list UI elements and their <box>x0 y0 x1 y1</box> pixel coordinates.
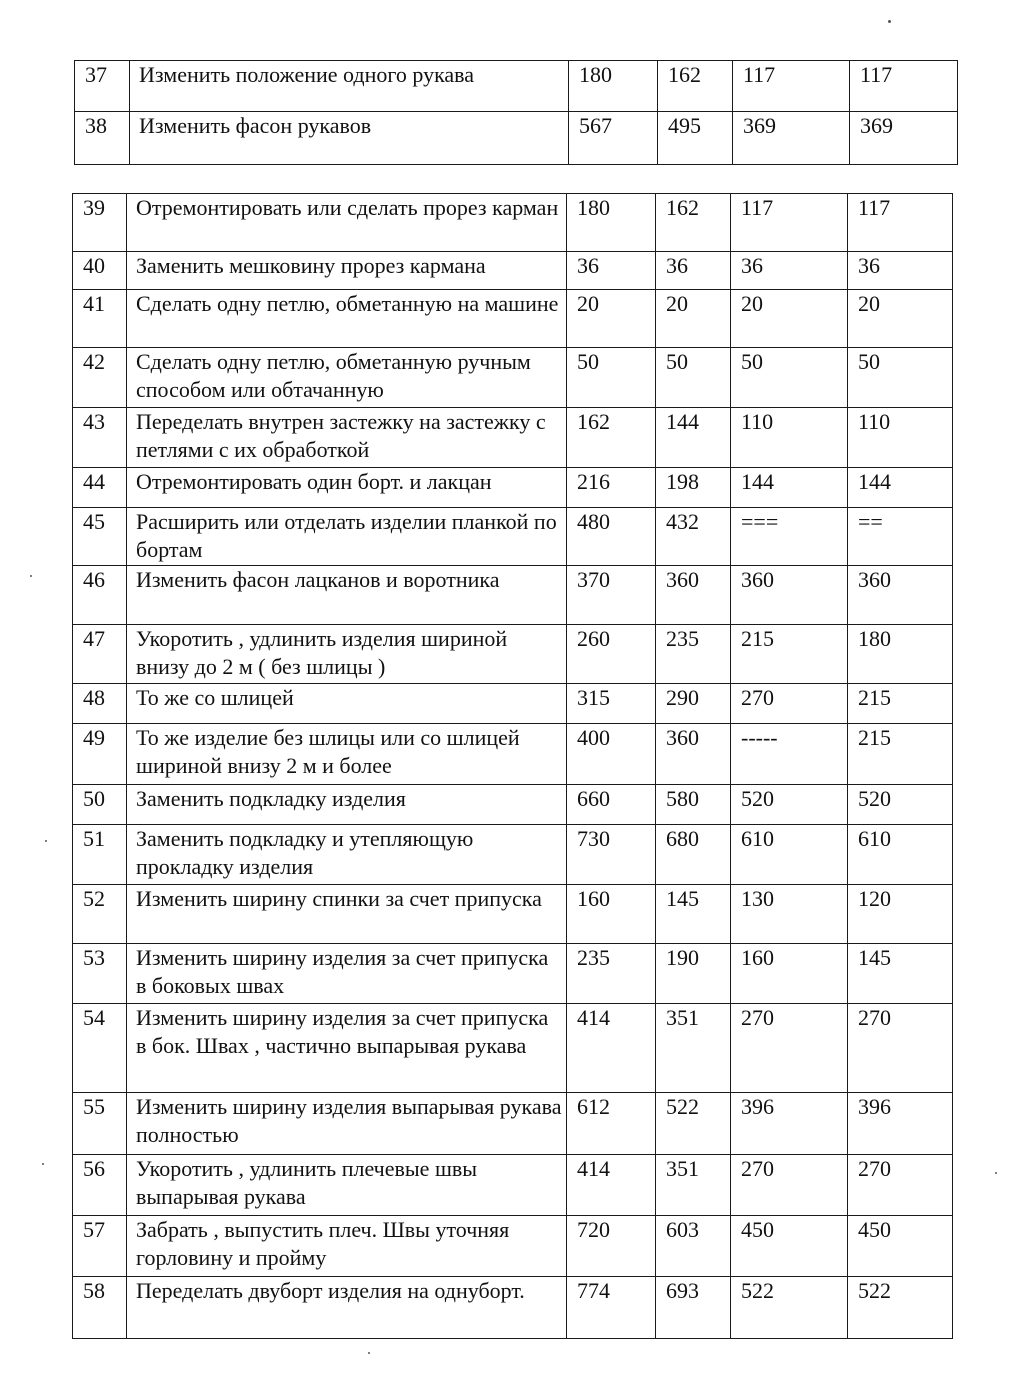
price-col-4: 20 <box>848 290 953 348</box>
price-col-2: 50 <box>656 348 731 408</box>
price-table-main <box>72 193 953 1339</box>
table-row <box>73 625 953 684</box>
table-row <box>75 112 958 165</box>
price-col-4: == <box>848 508 953 566</box>
service-description: Сделать одну петлю, обметанную ручным способом или обтачанную <box>127 348 567 408</box>
price-col-4: 144 <box>848 468 953 508</box>
row-number: 57 <box>73 1216 127 1277</box>
price-col-3: 610 <box>731 825 848 885</box>
price-table-main-body <box>73 194 953 1339</box>
price-col-3: 36 <box>731 252 848 290</box>
scan-speck <box>888 20 891 23</box>
row-number: 37 <box>75 61 130 112</box>
price-col-3: 117 <box>733 61 850 112</box>
row-number: 39 <box>73 194 127 252</box>
price-col-3: 270 <box>731 684 848 724</box>
price-col-4: 117 <box>850 61 958 112</box>
price-col-4: 270 <box>848 1004 953 1093</box>
table-row <box>73 1277 953 1339</box>
table-row <box>73 1004 953 1093</box>
price-col-4: 520 <box>848 785 953 825</box>
price-col-3: 50 <box>731 348 848 408</box>
price-col-1: 774 <box>567 1277 656 1339</box>
price-col-1: 480 <box>567 508 656 566</box>
table-row <box>73 724 953 785</box>
price-col-4: 450 <box>848 1216 953 1277</box>
price-col-4: 522 <box>848 1277 953 1339</box>
service-description: Изменить фасон рукавов <box>130 112 569 165</box>
service-description: То же со шлицей <box>127 684 567 724</box>
row-number: 47 <box>73 625 127 684</box>
price-col-3: ----- <box>731 724 848 785</box>
price-col-4: 215 <box>848 724 953 785</box>
table-row <box>73 252 953 290</box>
price-col-1: 20 <box>567 290 656 348</box>
service-description: Укоротить , удлинить плечевые швы выпарывая рукава <box>127 1155 567 1216</box>
row-number: 46 <box>73 566 127 625</box>
table-row <box>73 194 953 252</box>
row-number: 38 <box>75 112 130 165</box>
service-description: Изменить фасон лацканов и воротника <box>127 566 567 625</box>
price-col-3: 144 <box>731 468 848 508</box>
service-description: Заменить подкладку и утепляющую прокладку изделия <box>127 825 567 885</box>
price-col-3: 110 <box>731 408 848 468</box>
price-col-3: 215 <box>731 625 848 684</box>
price-col-1: 36 <box>567 252 656 290</box>
service-description: Изменить ширину изделия за счет припуска в бок. Швах , частично выпарывая рукава <box>127 1004 567 1093</box>
table-row <box>73 825 953 885</box>
scan-speck <box>42 1163 44 1165</box>
scan-speck <box>368 1352 370 1354</box>
row-number: 52 <box>73 885 127 944</box>
row-number: 43 <box>73 408 127 468</box>
price-col-1: 235 <box>567 944 656 1004</box>
price-table-top <box>74 60 958 165</box>
service-description: Изменить ширину спинки за счет припуска <box>127 885 567 944</box>
table-row <box>73 1155 953 1216</box>
price-col-2: 290 <box>656 684 731 724</box>
price-table-top-body <box>75 61 958 165</box>
price-col-3: 270 <box>731 1004 848 1093</box>
price-col-2: 351 <box>656 1155 731 1216</box>
price-col-2: 680 <box>656 825 731 885</box>
price-col-4: 270 <box>848 1155 953 1216</box>
price-col-2: 360 <box>656 724 731 785</box>
table-row <box>73 348 953 408</box>
row-number: 45 <box>73 508 127 566</box>
service-description: Переделать внутрен застежку на застежку с петлями с их обработкой <box>127 408 567 468</box>
service-description: То же изделие без шлицы или со шлицей шириной внизу 2 м и более <box>127 724 567 785</box>
price-col-3: 450 <box>731 1216 848 1277</box>
price-col-2: 162 <box>656 194 731 252</box>
price-col-2: 162 <box>658 61 733 112</box>
row-number: 44 <box>73 468 127 508</box>
price-col-3: 522 <box>731 1277 848 1339</box>
price-col-2: 351 <box>656 1004 731 1093</box>
table-row <box>73 290 953 348</box>
price-col-2: 235 <box>656 625 731 684</box>
row-number: 50 <box>73 785 127 825</box>
price-col-3: 20 <box>731 290 848 348</box>
price-col-3: 130 <box>731 885 848 944</box>
price-col-3: 520 <box>731 785 848 825</box>
price-col-2: 190 <box>656 944 731 1004</box>
table-row <box>73 508 953 566</box>
price-col-4: 396 <box>848 1093 953 1155</box>
price-col-1: 720 <box>567 1216 656 1277</box>
price-col-4: 180 <box>848 625 953 684</box>
price-col-4: 369 <box>850 112 958 165</box>
row-number: 53 <box>73 944 127 1004</box>
service-description: Забрать , выпустить плеч. Швы уточняя горловину и пройму <box>127 1216 567 1277</box>
price-col-1: 612 <box>567 1093 656 1155</box>
price-col-3: 117 <box>731 194 848 252</box>
price-col-1: 567 <box>569 112 658 165</box>
price-col-1: 160 <box>567 885 656 944</box>
price-col-4: 120 <box>848 885 953 944</box>
row-number: 51 <box>73 825 127 885</box>
service-description: Отремонтировать один борт. и лакцан <box>127 468 567 508</box>
row-number: 56 <box>73 1155 127 1216</box>
price-col-4: 117 <box>848 194 953 252</box>
price-col-2: 145 <box>656 885 731 944</box>
price-col-2: 36 <box>656 252 731 290</box>
table-row <box>73 408 953 468</box>
table-row <box>75 61 958 112</box>
price-col-1: 180 <box>569 61 658 112</box>
price-col-2: 360 <box>656 566 731 625</box>
row-number: 54 <box>73 1004 127 1093</box>
row-number: 41 <box>73 290 127 348</box>
table-row <box>73 785 953 825</box>
price-col-1: 216 <box>567 468 656 508</box>
service-description: Переделать двуборт изделия на однуборт. <box>127 1277 567 1339</box>
row-number: 55 <box>73 1093 127 1155</box>
price-col-1: 414 <box>567 1004 656 1093</box>
price-col-2: 603 <box>656 1216 731 1277</box>
scan-speck <box>995 1172 997 1174</box>
price-col-4: 50 <box>848 348 953 408</box>
service-description: Расширить или отделать изделии планкой по бортам <box>127 508 567 566</box>
table-row <box>73 468 953 508</box>
price-col-1: 400 <box>567 724 656 785</box>
price-col-1: 162 <box>567 408 656 468</box>
price-col-1: 660 <box>567 785 656 825</box>
row-number: 48 <box>73 684 127 724</box>
price-col-2: 495 <box>658 112 733 165</box>
price-col-1: 180 <box>567 194 656 252</box>
price-col-2: 432 <box>656 508 731 566</box>
price-col-2: 693 <box>656 1277 731 1339</box>
service-description: Заменить подкладку изделия <box>127 785 567 825</box>
service-description: Укоротить , удлинить изделия шириной внизу до 2 м ( без шлицы ) <box>127 625 567 684</box>
price-col-1: 315 <box>567 684 656 724</box>
service-description: Изменить ширину изделия выпарывая рукава полностью <box>127 1093 567 1155</box>
row-number: 49 <box>73 724 127 785</box>
row-number: 58 <box>73 1277 127 1339</box>
table-row <box>73 566 953 625</box>
table-row <box>73 885 953 944</box>
service-description: Изменить положение одного рукава <box>130 61 569 112</box>
price-col-1: 730 <box>567 825 656 885</box>
price-col-1: 370 <box>567 566 656 625</box>
scan-speck <box>30 575 32 577</box>
price-col-4: 110 <box>848 408 953 468</box>
price-col-3: 160 <box>731 944 848 1004</box>
price-col-4: 360 <box>848 566 953 625</box>
price-col-3: 360 <box>731 566 848 625</box>
price-col-1: 50 <box>567 348 656 408</box>
table-row <box>73 944 953 1004</box>
price-col-2: 522 <box>656 1093 731 1155</box>
price-col-2: 144 <box>656 408 731 468</box>
price-col-4: 610 <box>848 825 953 885</box>
row-number: 42 <box>73 348 127 408</box>
price-col-3: === <box>731 508 848 566</box>
price-col-1: 260 <box>567 625 656 684</box>
price-col-2: 580 <box>656 785 731 825</box>
price-col-4: 145 <box>848 944 953 1004</box>
table-row <box>73 1093 953 1155</box>
table-row <box>73 1216 953 1277</box>
service-description: Заменить мешковину прорез кармана <box>127 252 567 290</box>
table-row <box>73 684 953 724</box>
price-col-2: 20 <box>656 290 731 348</box>
row-number: 40 <box>73 252 127 290</box>
scan-speck <box>45 840 47 842</box>
price-col-3: 270 <box>731 1155 848 1216</box>
price-col-3: 369 <box>733 112 850 165</box>
price-col-1: 414 <box>567 1155 656 1216</box>
price-col-4: 36 <box>848 252 953 290</box>
price-col-2: 198 <box>656 468 731 508</box>
price-col-3: 396 <box>731 1093 848 1155</box>
service-description: Изменить ширину изделия за счет припуска в боковых швах <box>127 944 567 1004</box>
service-description: Отремонтировать или сделать прорез карман <box>127 194 567 252</box>
service-description: Сделать одну петлю, обметанную на машине <box>127 290 567 348</box>
price-col-4: 215 <box>848 684 953 724</box>
